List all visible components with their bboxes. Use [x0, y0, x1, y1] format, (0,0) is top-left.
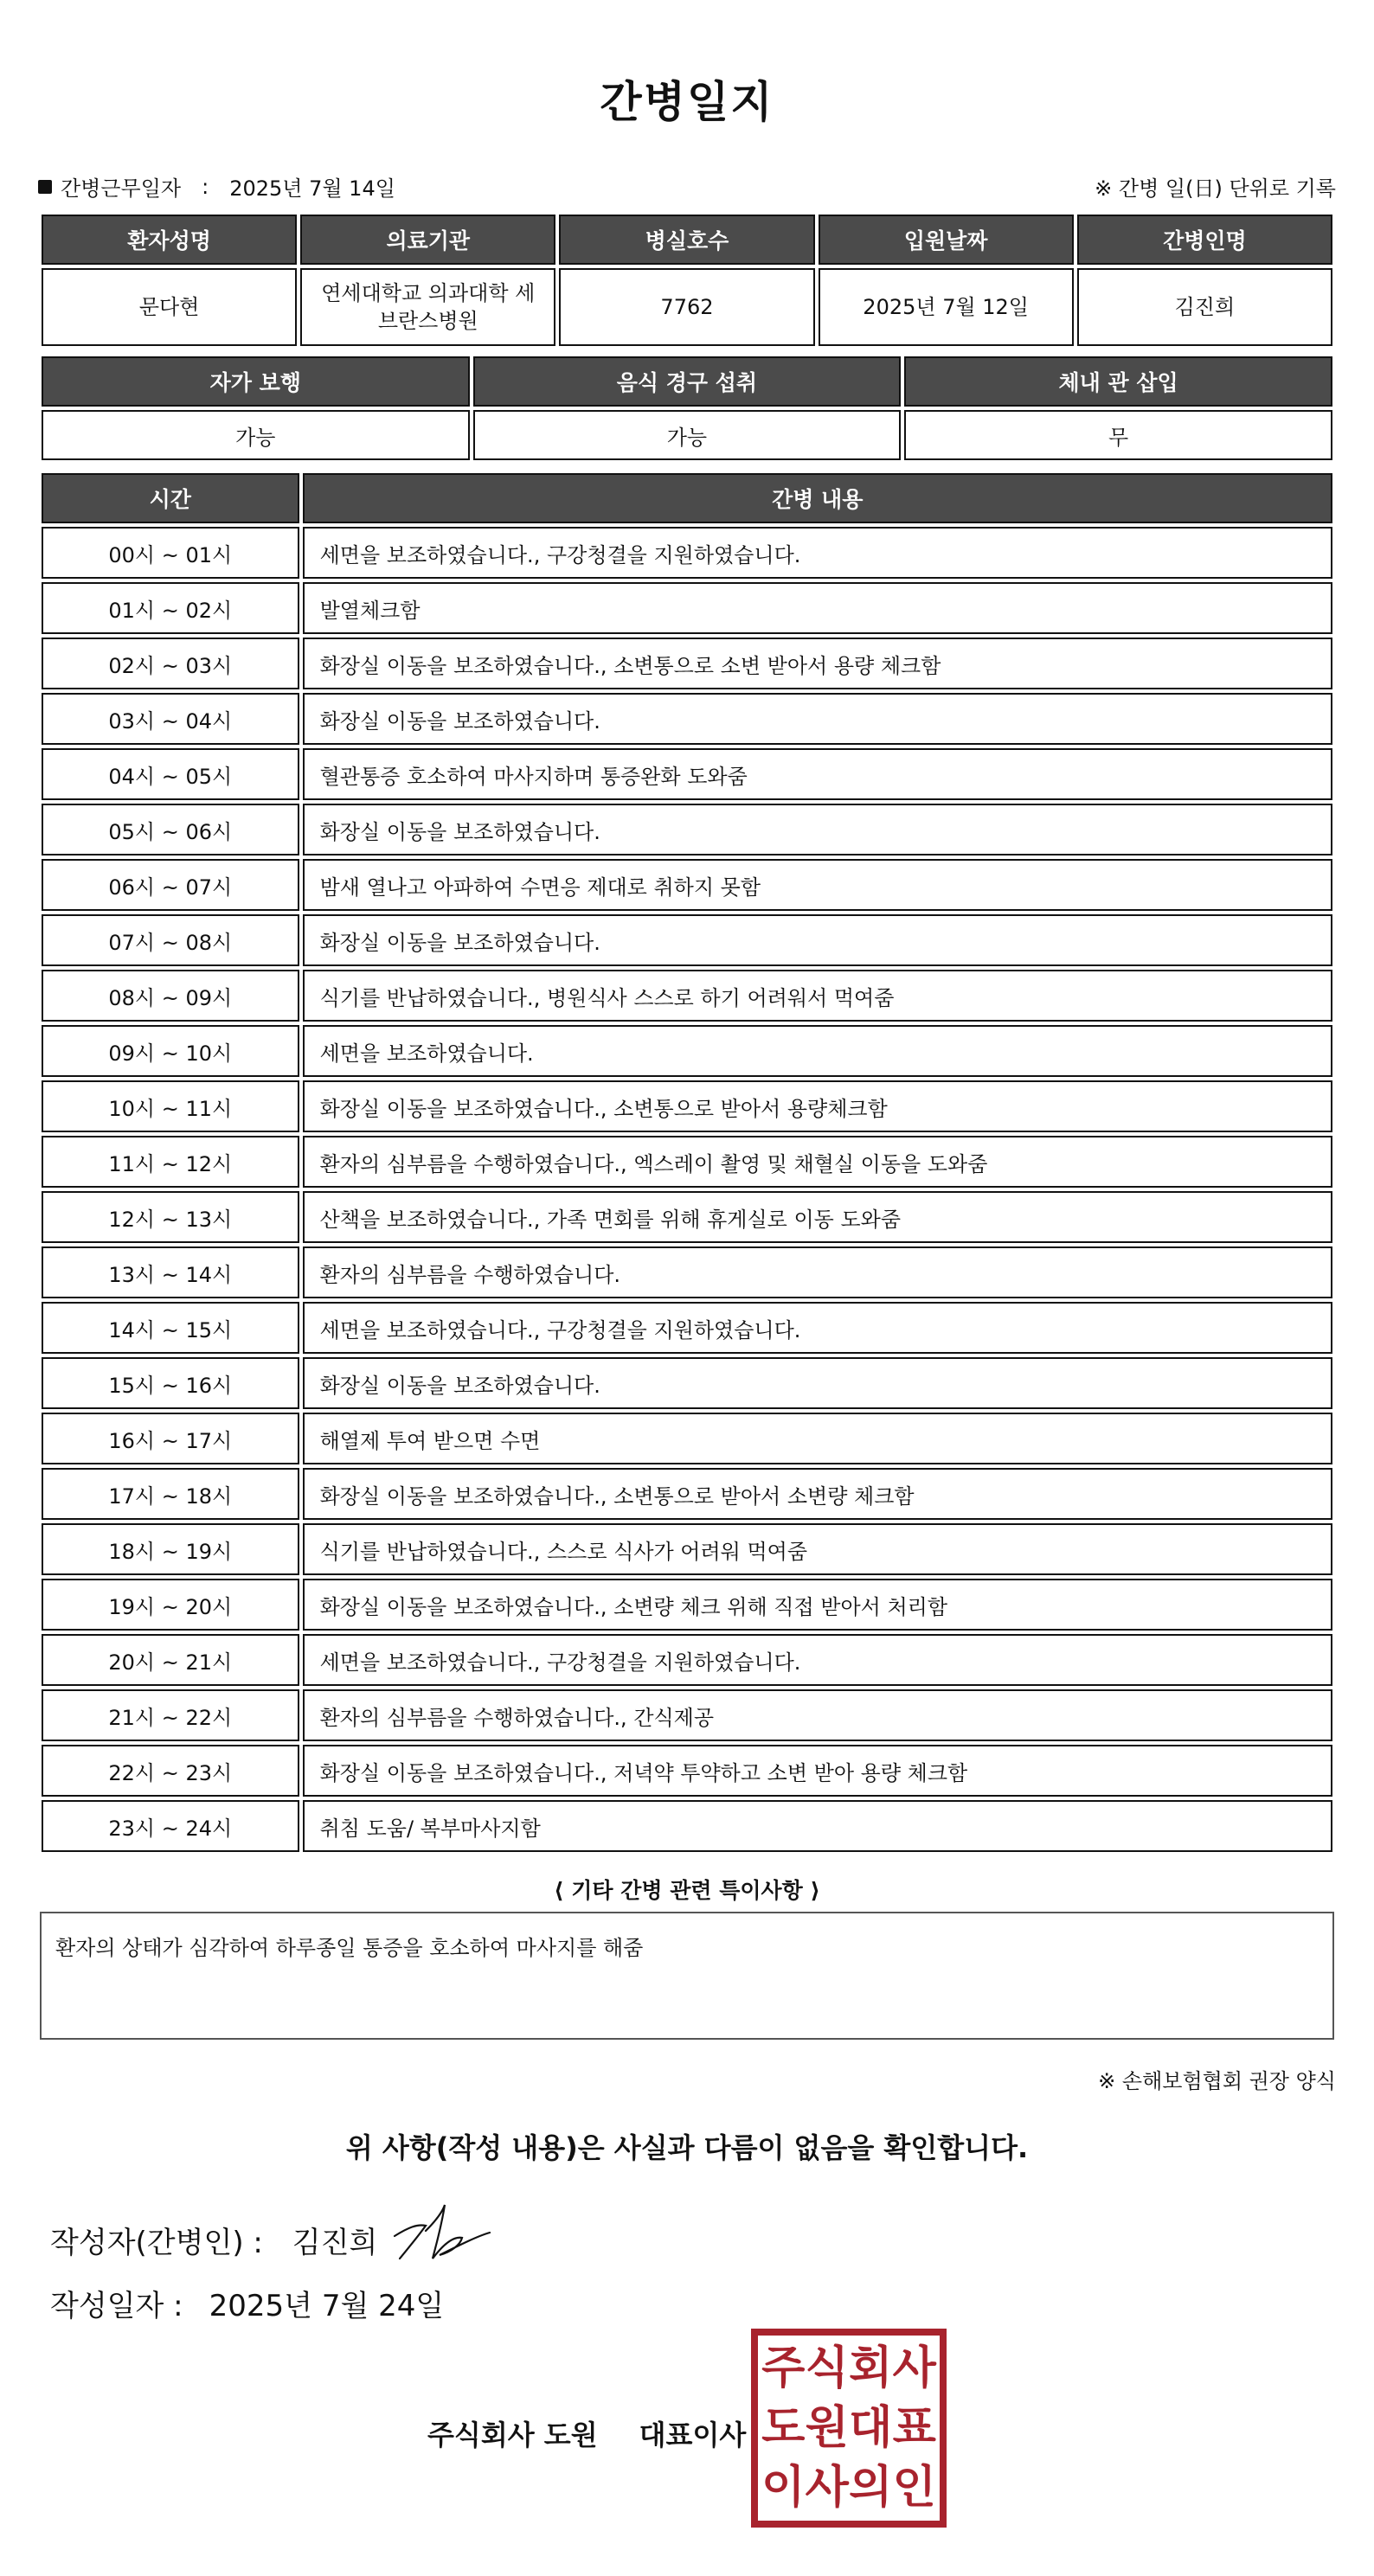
- admission-date: 2025년 7월 12일: [819, 268, 1074, 346]
- remarks-text: 환자의 상태가 심각하여 하루종일 통증을 호소하여 마사지를 해줌: [55, 1936, 644, 1960]
- care-content: 화장실 이동을 보조하였습니다., 소변통으로 받아서 용량체크함: [303, 1080, 1332, 1132]
- time-slot: 17시 ~ 18시: [42, 1468, 299, 1520]
- document-title: 간병일지: [600, 77, 774, 127]
- care-content: 화장실 이동을 보조하였습니다.: [303, 804, 1332, 855]
- care-content: 화장실 이동을 보조하였습니다., 소변통으로 받아서 소변량 체크함: [303, 1468, 1332, 1520]
- table-row: [42, 970, 1332, 1022]
- seal-char: 주: [761, 2342, 806, 2395]
- time-slot: 11시 ~ 12시: [42, 1136, 299, 1188]
- time-slot: 04시 ~ 05시: [42, 748, 299, 800]
- header-admission-date: 입원날짜: [819, 215, 1074, 265]
- care-content: 해열제 투여 받으면 수면: [303, 1413, 1332, 1464]
- company-role: 대표이사: [639, 2419, 747, 2451]
- table-row: [42, 1080, 1332, 1132]
- work-date-label: 간병근무일자: [61, 176, 182, 201]
- header-time: 시간: [42, 473, 299, 523]
- table-row: [42, 914, 1332, 966]
- table-row: [42, 1689, 1332, 1741]
- square-bullet-icon: [38, 180, 52, 194]
- seal-char: 인: [892, 2461, 936, 2514]
- care-content: 화장실 이동을 보조하였습니다.: [303, 693, 1332, 745]
- remarks-box: [40, 1912, 1334, 2040]
- author-label: 작성자(간병인) :: [50, 2226, 263, 2260]
- care-content: 세면을 보조하였습니다., 구강청결을 지원하였습니다.: [303, 1634, 1332, 1686]
- care-content: 혈관통증 호소하여 마사지하며 통증완화 도와줌: [303, 748, 1332, 800]
- table-row: [42, 1800, 1332, 1852]
- care-content: 발열체크함: [303, 582, 1332, 634]
- company-name: 주식회사 도원: [427, 2419, 598, 2451]
- remarks-title: ⟨ 기타 간병 관련 특이사항 ⟩: [554, 1878, 820, 1903]
- time-slot: 20시 ~ 21시: [42, 1634, 299, 1686]
- header-care-content: 간병 내용: [303, 473, 1332, 523]
- log-rows: [42, 527, 1332, 1852]
- hourly-care-log-table: [38, 470, 1336, 1855]
- time-slot: 13시 ~ 14시: [42, 1246, 299, 1298]
- seal-char: 사: [805, 2461, 849, 2514]
- company-seal-stamp: [751, 2329, 947, 2528]
- table-row: [42, 804, 1332, 855]
- header-room-number: 병실호수: [559, 215, 814, 265]
- table-row: [42, 1191, 1332, 1243]
- care-content: 식기를 반납하였습니다., 병원식사 스스로 하기 어려워서 먹여줌: [303, 970, 1332, 1022]
- care-content: 세면을 보조하였습니다., 구강청결을 지원하였습니다.: [303, 527, 1332, 579]
- seal-char: 회: [849, 2342, 893, 2395]
- table-row: [42, 1579, 1332, 1631]
- written-date-value: 2025년 7월 24일: [209, 2289, 445, 2323]
- seal-char: 대: [849, 2401, 893, 2454]
- seal-char: 도: [761, 2401, 806, 2454]
- time-slot: 00시 ~ 01시: [42, 527, 299, 579]
- room-number: 7762: [559, 268, 814, 346]
- care-content: 취침 도움/ 복부마사지함: [303, 1800, 1332, 1852]
- care-content: 화장실 이동을 보조하였습니다., 소변량 체크 위해 직접 받아서 처리함: [303, 1579, 1332, 1631]
- work-date-line: [38, 171, 395, 202]
- work-date-value: 2025년 7월 14일: [229, 176, 395, 201]
- table-row: [42, 1136, 1332, 1188]
- table-row: [42, 1634, 1332, 1686]
- company-signoff: [427, 2413, 746, 2453]
- header-tube-insertion: 체내 관 삽입: [904, 356, 1332, 407]
- table-row: [42, 1468, 1332, 1520]
- care-content: 화장실 이동을 보조하였습니다.: [303, 914, 1332, 966]
- header-patient-name: 환자성명: [42, 215, 297, 265]
- care-content: 세면을 보조하였습니다., 구강청결을 지원하였습니다.: [303, 1302, 1332, 1354]
- table-row: [42, 859, 1332, 911]
- table-row: [42, 748, 1332, 800]
- seal-char: 이: [761, 2461, 806, 2514]
- seal-char: 표: [892, 2401, 936, 2454]
- handwritten-signature: [391, 2201, 493, 2262]
- table-row: [42, 1357, 1332, 1409]
- patient-status-table: [38, 353, 1336, 464]
- time-slot: 10시 ~ 11시: [42, 1080, 299, 1132]
- header-oral-intake: 음식 경구 섭취: [473, 356, 902, 407]
- care-content: 환자의 심부름을 수행하였습니다., 간식제공: [303, 1689, 1332, 1741]
- seal-char: 의: [849, 2461, 893, 2514]
- time-slot: 06시 ~ 07시: [42, 859, 299, 911]
- hospital-name: 연세대학교 의과대학 세브란스병원: [300, 268, 555, 346]
- table-row: [42, 1523, 1332, 1575]
- table-row: [42, 1025, 1332, 1077]
- self-walking-value: 가능: [42, 410, 470, 460]
- seal-char: 식: [805, 2342, 849, 2395]
- written-date-label: 작성일자 :: [50, 2289, 183, 2323]
- tube-insertion-value: 무: [904, 410, 1332, 460]
- care-content: 산책을 보조하였습니다., 가족 면회를 위해 휴게실로 이동 도와줌: [303, 1191, 1332, 1243]
- written-date-line: [50, 2282, 444, 2324]
- time-slot: 08시 ~ 09시: [42, 970, 299, 1022]
- work-date-colon: :: [202, 174, 209, 199]
- time-slot: 09시 ~ 10시: [42, 1025, 299, 1077]
- table-row: [42, 1302, 1332, 1354]
- table-row: [42, 1413, 1332, 1464]
- seal-char: 사: [892, 2342, 936, 2395]
- care-content: 세면을 보조하였습니다.: [303, 1025, 1332, 1077]
- seal-char: 원: [805, 2401, 849, 2454]
- time-slot: 12시 ~ 13시: [42, 1191, 299, 1243]
- care-content: 화장실 이동을 보조하였습니다., 소변통으로 소변 받아서 용량 체크함: [303, 638, 1332, 689]
- time-slot: 03시 ~ 04시: [42, 693, 299, 745]
- patient-info-table: [38, 211, 1336, 349]
- time-slot: 07시 ~ 08시: [42, 914, 299, 966]
- time-slot: 19시 ~ 20시: [42, 1579, 299, 1631]
- table-row: [42, 582, 1332, 634]
- author-name: 김진희: [292, 2226, 378, 2260]
- care-content: 식기를 반납하였습니다., 스스로 식사가 어려워 먹여줌: [303, 1523, 1332, 1575]
- recording-unit-note: ※ 간병 일(日) 단위로 기록: [1095, 176, 1336, 201]
- patient-name: 문다현: [42, 268, 297, 346]
- time-slot: 18시 ~ 19시: [42, 1523, 299, 1575]
- time-slot: 22시 ~ 23시: [42, 1745, 299, 1797]
- header-self-walking: 자가 보행: [42, 356, 470, 407]
- time-slot: 16시 ~ 17시: [42, 1413, 299, 1464]
- oral-intake-value: 가능: [473, 410, 902, 460]
- care-content: 밤새 열나고 아파하여 수면응 제대로 취하지 못함: [303, 859, 1332, 911]
- header-caregiver-name: 간병인명: [1077, 215, 1332, 265]
- header-hospital: 의료기관: [300, 215, 555, 265]
- care-content: 환자의 심부름을 수행하였습니다., 엑스레이 촬영 및 채혈실 이동을 도와줌: [303, 1136, 1332, 1188]
- table-row: [42, 1246, 1332, 1298]
- time-slot: 01시 ~ 02시: [42, 582, 299, 634]
- table-row: [42, 527, 1332, 579]
- table-row: [42, 693, 1332, 745]
- time-slot: 05시 ~ 06시: [42, 804, 299, 855]
- care-content: 화장실 이동을 보조하였습니다., 저녁약 투약하고 소변 받아 용량 체크함: [303, 1745, 1332, 1797]
- care-content: 환자의 심부름을 수행하였습니다.: [303, 1246, 1332, 1298]
- table-row: [42, 638, 1332, 689]
- caregiver-name: 김진희: [1077, 268, 1332, 346]
- time-slot: 15시 ~ 16시: [42, 1357, 299, 1409]
- recommend-note: ※ 손해보험협회 권장 양식: [1098, 2069, 1336, 2093]
- time-slot: 21시 ~ 22시: [42, 1689, 299, 1741]
- time-slot: 02시 ~ 03시: [42, 638, 299, 689]
- confirmation-statement: 위 사항(작성 내용)은 사실과 다름이 없음을 확인합니다.: [345, 2131, 1029, 2164]
- author-line: [50, 2219, 377, 2261]
- time-slot: 14시 ~ 15시: [42, 1302, 299, 1354]
- table-row: [42, 1745, 1332, 1797]
- care-content: 화장실 이동을 보조하였습니다.: [303, 1357, 1332, 1409]
- time-slot: 23시 ~ 24시: [42, 1800, 299, 1852]
